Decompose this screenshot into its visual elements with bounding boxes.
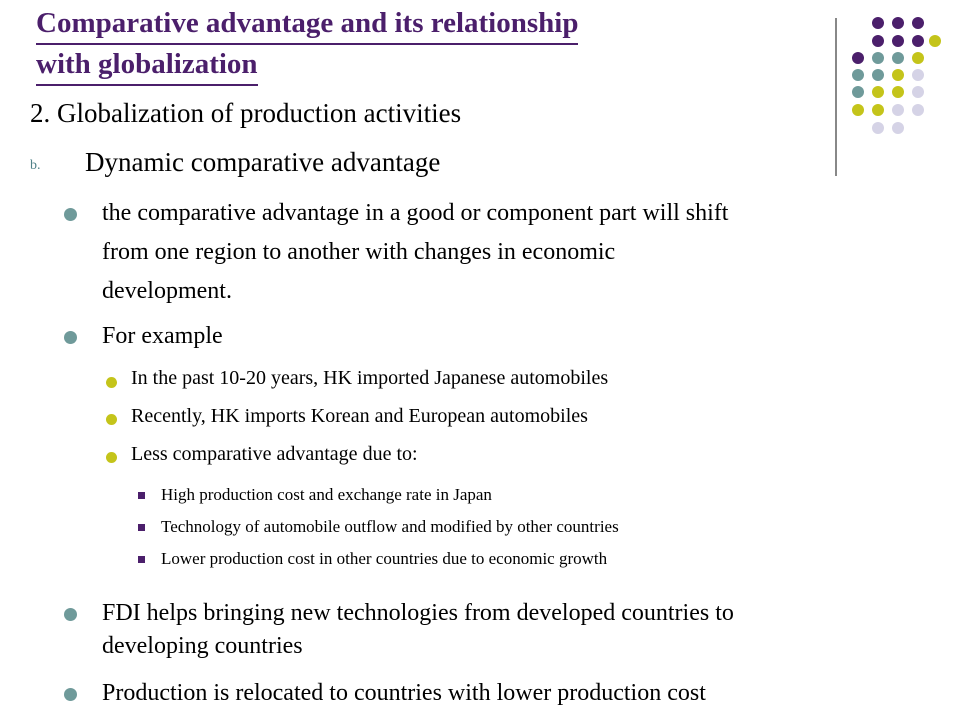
slide-title xyxy=(36,4,796,86)
sub-bullet-2: Recently, HK imports Korean and European automobiles xyxy=(131,405,588,427)
sub-bullet-icon xyxy=(106,452,117,463)
bullet1-line2: from one region to another with changes in economic xyxy=(102,239,616,265)
square-bullet-icon xyxy=(138,524,145,531)
sub-bullet-icon xyxy=(106,414,117,425)
bullet4: Production is relocated to countries with lower production cost xyxy=(102,680,706,706)
sub-bullet-3: Less comparative advantage due to: xyxy=(131,443,418,465)
bullet-icon xyxy=(64,688,77,701)
bullet-icon xyxy=(64,331,77,344)
bullet3-line2: developing countries xyxy=(102,633,303,659)
sub-heading: Dynamic comparative advantage xyxy=(85,147,441,177)
section-heading: 2. Globalization of production activities xyxy=(30,98,462,128)
bullet1-line3: development. xyxy=(102,278,232,304)
sub-bullet-1: In the past 10-20 years, HK imported Japanese automobiles xyxy=(131,367,609,389)
square-bullet-icon xyxy=(138,556,145,563)
title-line-1: Comparative advantage and its relationship xyxy=(36,4,578,45)
bullet1-line1: the comparative advantage in a good or component part will shift xyxy=(102,200,729,226)
sub-sub-bullet-1: High production cost and exchange rate in Japan xyxy=(161,485,492,504)
sub-bullet-icon xyxy=(106,377,117,388)
bullet2: For example xyxy=(102,323,223,349)
title-line-2: with globalization xyxy=(36,45,258,86)
sub-sub-bullet-2: Technology of automobile outflow and modified by other countries xyxy=(161,517,619,536)
square-bullet-icon xyxy=(138,492,145,499)
bullet-icon xyxy=(64,208,77,221)
bullet-icon xyxy=(64,608,77,621)
decorative-dot-grid-icon xyxy=(836,16,956,176)
sub-label: b. xyxy=(30,158,41,173)
sub-sub-bullet-3: Lower production cost in other countries due to economic growth xyxy=(161,549,608,568)
bullet3-line1: FDI helps bringing new technologies from developed countries to xyxy=(102,600,734,626)
